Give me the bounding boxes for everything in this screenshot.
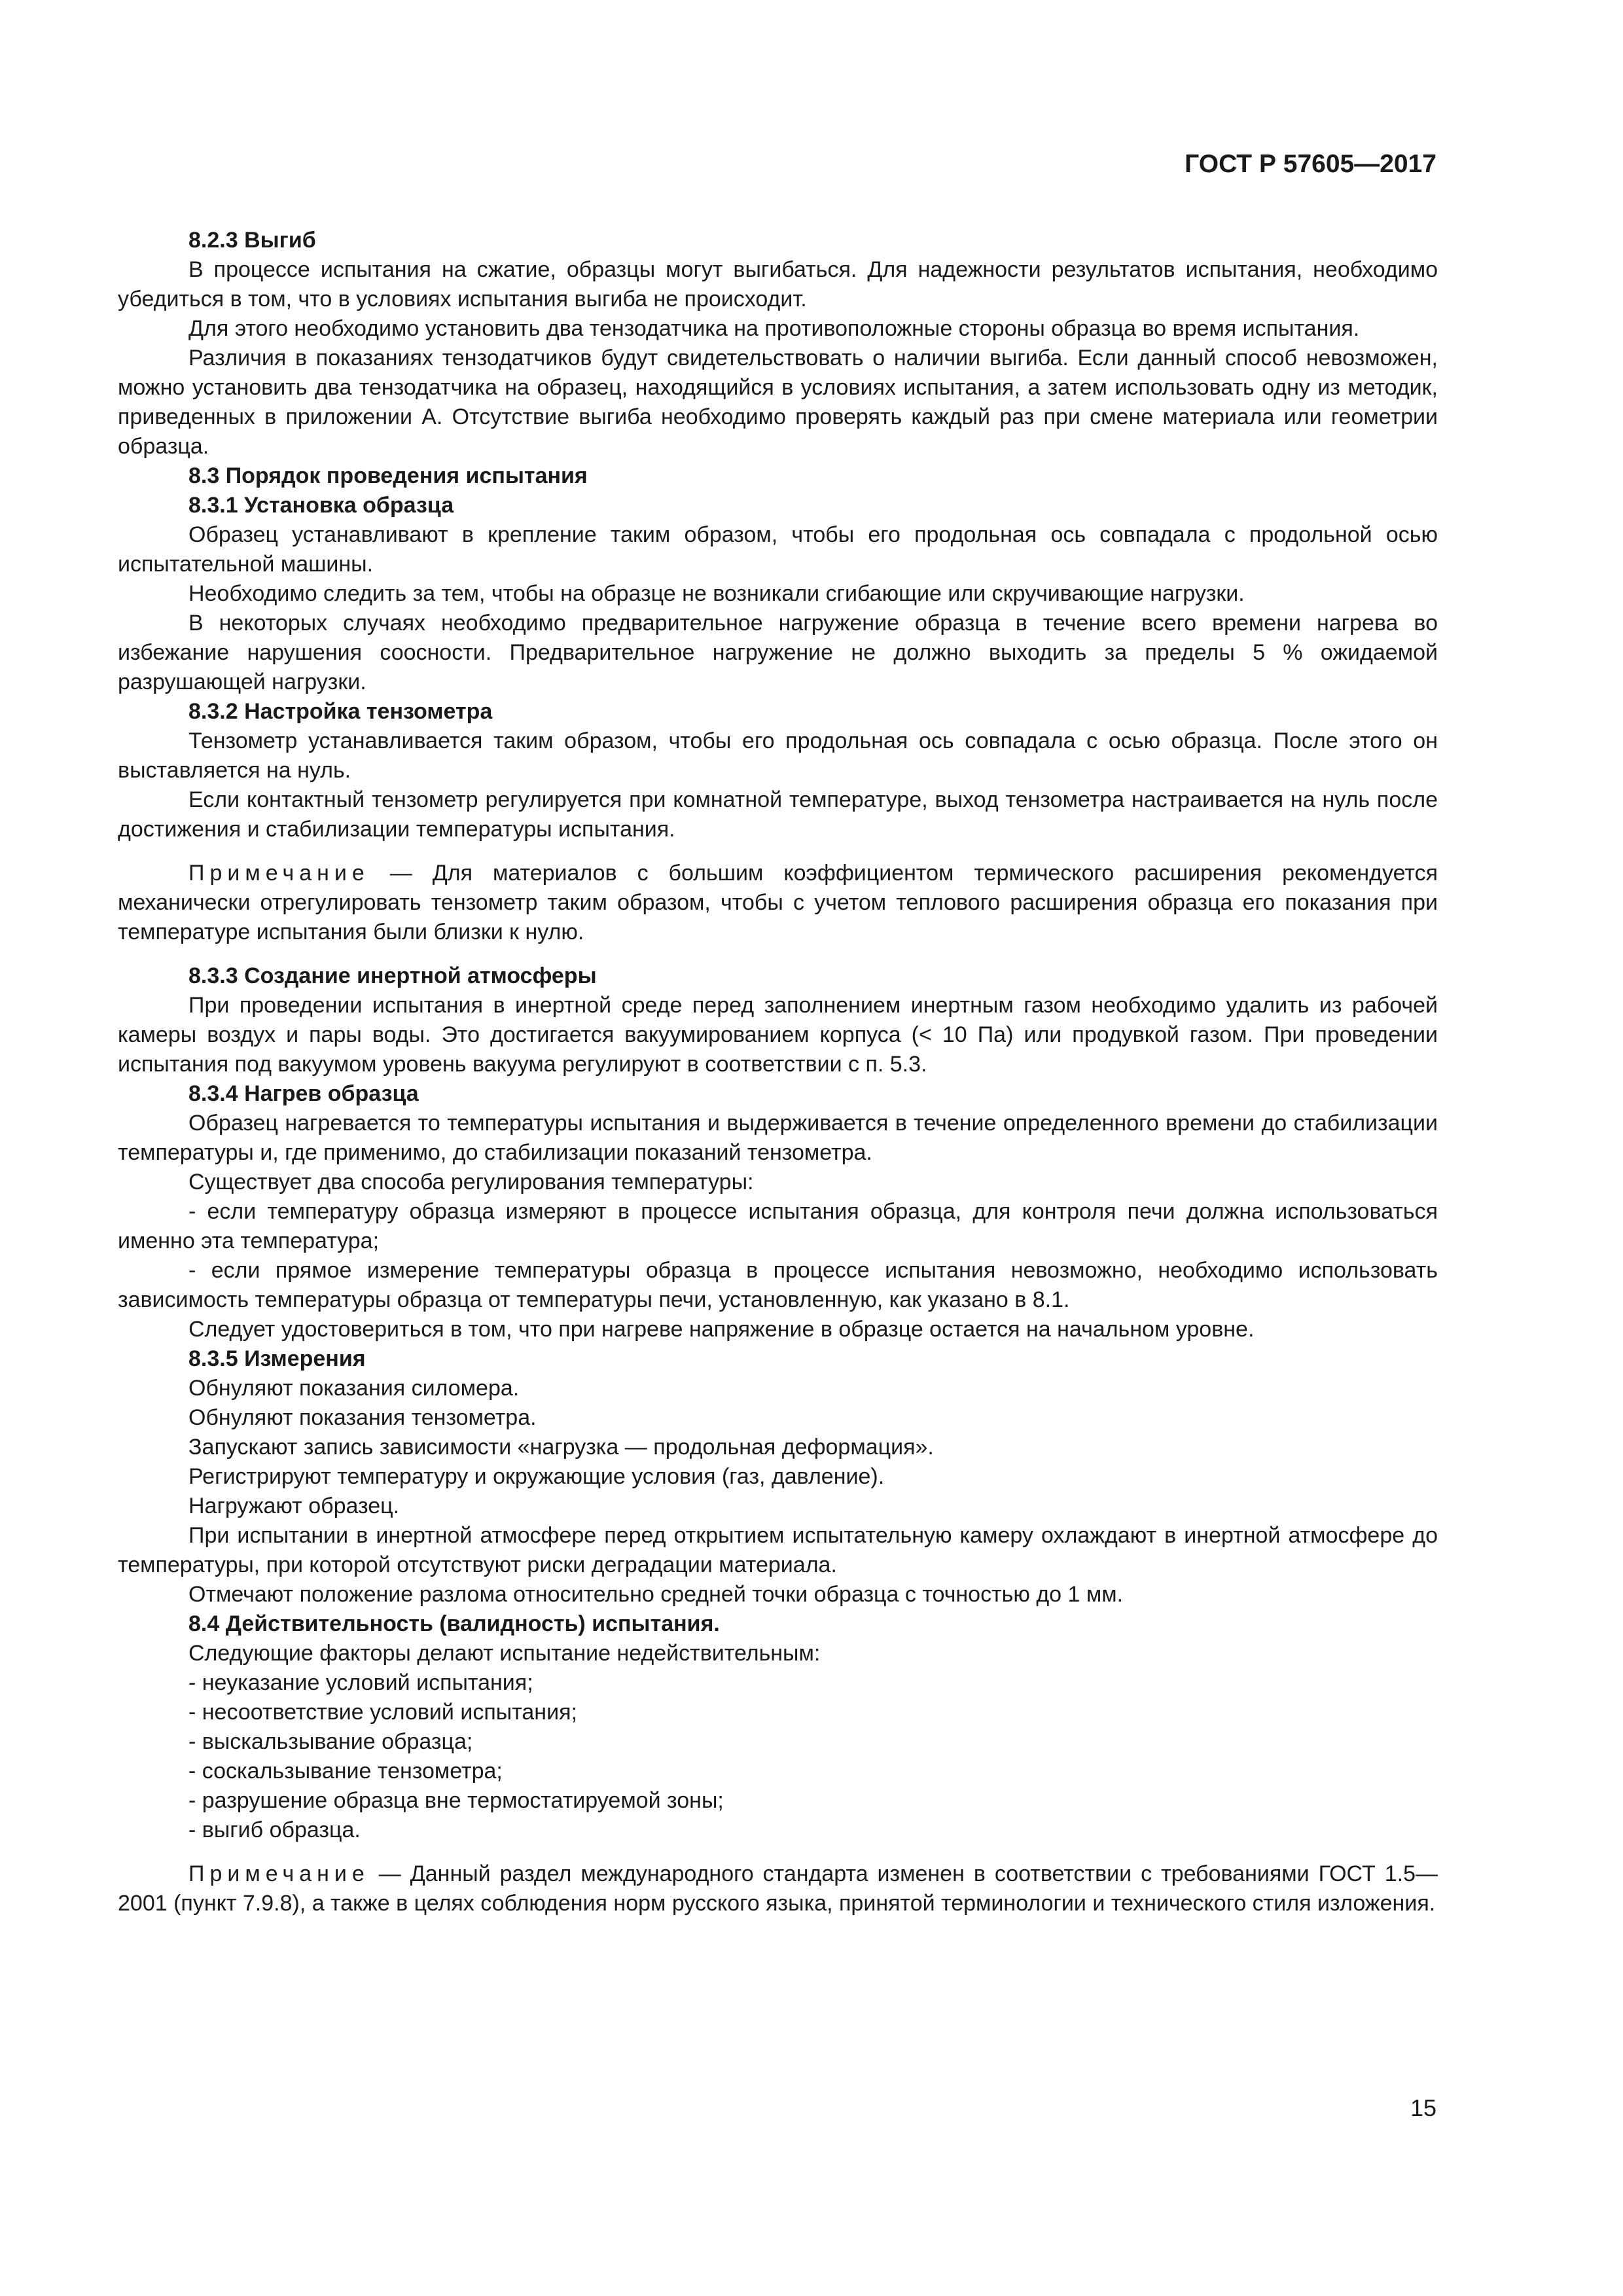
list-item: - выгиб образца. <box>188 1818 361 1842</box>
note-text: — Данный раздел международного стандарта изменен в соответствии с требованиями ГОСТ 1.5—2001 (пункт 7.9.8), а также в целях соблюдения норм русского языка, принятой терминологии и технического стиля изложения. <box>118 1861 1438 1916</box>
list-item: - несоответствие условий испытания; <box>188 1700 577 1725</box>
paragraph: Необходимо следить за тем, чтобы на образце не возникали сгибающие или скручивающие нагрузки. <box>188 581 1245 606</box>
paragraph: В некоторых случаях необходимо предварительное нагружение образца в течение всего времени нагрева во избежание нарушения соосности. Предварительное нагружение не должно выходить за пределы 5 % ожидаемой разрушающей нагрузки. <box>118 611 1438 694</box>
section-heading: 8.4 Действительность (валидность) испытания. <box>188 1611 720 1636</box>
note-paragraph <box>118 1859 1438 1918</box>
paragraph: Образец устанавливают в крепление таким образом, чтобы его продольная ось совпадала с продольной осью испытательной машины. <box>118 522 1438 577</box>
page-number: 15 <box>1410 2094 1436 2121</box>
note-label: Примечание <box>188 861 370 886</box>
section-heading: 8.3.4 Нагрев образца <box>188 1081 419 1106</box>
paragraph: - если температуру образца измеряют в процессе испытания образца, для контроля печи должна использоваться именно эта температура; <box>118 1199 1438 1253</box>
section-heading: 8.2.3 Выгиб <box>188 228 316 253</box>
note-label: Примечание <box>188 1861 370 1886</box>
paragraph: Существует два способа регулирования температуры: <box>188 1170 754 1194</box>
paragraph: - если прямое измерение температуры образца в процессе испытания невозможно, необходимо использовать зависимость температуры образца от температуры печи, установленную, как указано в 8.1. <box>118 1258 1438 1312</box>
paragraph: Если контактный тензометр регулируется при комнатной температуре, выход тензометра настраивается на нуль после достижения и стабилизации температуры испытания. <box>118 787 1438 842</box>
list-item: - выскальзывание образца; <box>188 1729 473 1754</box>
paragraph: Тензометр устанавливается таким образом, чтобы его продольная ось совпадала с осью образца. После этого он выставляется на нуль. <box>118 728 1438 783</box>
paragraph: Отмечают положение разлома относительно средней точки образца с точностью до 1 мм. <box>188 1582 1124 1607</box>
paragraph: Следует удостовериться в том, что при нагреве напряжение в образце остается на начальном уровне. <box>188 1317 1255 1342</box>
paragraph: Регистрируют температуру и окружающие условия (газ, давление). <box>188 1464 885 1489</box>
section-heading: 8.3.2 Настройка тензометра <box>188 699 493 724</box>
paragraph: В процессе испытания на сжатие, образцы могут выгибаться. Для надежности результатов испытания, необходимо убедиться в том, что в условиях испытания выгиба не происходит. <box>118 257 1438 312</box>
list-item: - соскальзывание тензометра; <box>188 1759 503 1784</box>
section-heading: 8.3.5 Измерения <box>188 1346 366 1371</box>
paragraph: Образец нагревается то температуры испытания и выдерживается в течение определенного времени до стабилизации температуры и, где применимо, до стабилизации показаний тензометра. <box>118 1111 1438 1165</box>
paragraph: Для этого необходимо установить два тензодатчика на противоположные стороны образца во время испытания. <box>188 316 1360 341</box>
section-heading: 8.3.3 Создание инертной атмосферы <box>188 963 597 988</box>
paragraph: Обнуляют показания силомера. <box>188 1376 520 1401</box>
paragraph: При испытании в инертной атмосфере перед открытием испытательную камеру охлаждают в инертной атмосфере до температуры, при которой отсутствуют риски деградации материала. <box>118 1523 1438 1577</box>
list-item: - разрушение образца вне термостатируемой зоны; <box>188 1788 724 1813</box>
paragraph: При проведении испытания в инертной среде перед заполнением инертным газом необходимо удалить из рабочей камеры воздух и пары воды. Это достигается вакуумированием корпуса (< 10 Па) или продувкой газом. При проведении испытания под вакуумом уровень вакуума регулируют в соответствии с п. 5.3. <box>118 993 1438 1077</box>
paragraph: Обнуляют показания тензометра. <box>188 1405 537 1430</box>
document-body <box>118 226 1438 1933</box>
note-text: — Для материалов с большим коэффициентом термического расширения рекомендуется механически отрегулировать тензометр таким образом, чтобы с учетом теплового расширения образца его показания при температуре испытания были близки к нулю. <box>118 861 1438 944</box>
paragraph: Следующие факторы делают испытание недействительным: <box>188 1641 821 1666</box>
paragraph: Запускают запись зависимости «нагрузка — продольная деформация». <box>188 1435 934 1460</box>
note-paragraph <box>118 859 1438 947</box>
list-item: - неуказание условий испытания; <box>188 1670 533 1695</box>
document-id-header: ГОСТ Р 57605—2017 <box>1185 150 1436 178</box>
section-heading: 8.3.1 Установка образца <box>188 493 454 518</box>
section-heading: 8.3 Порядок проведения испытания <box>188 463 588 488</box>
paragraph: Нагружают образец. <box>188 1494 400 1518</box>
paragraph: Различия в показаниях тензодатчиков будут свидетельствовать о наличии выгиба. Если данный способ невозможен, можно установить два тензодатчика на образец, находящийся в условиях испытания, а затем использовать одну из методик, приведенных в приложении А. Отсутствие выгиба необходимо проверять каждый раз при смене материала или геометрии образца. <box>118 346 1438 459</box>
